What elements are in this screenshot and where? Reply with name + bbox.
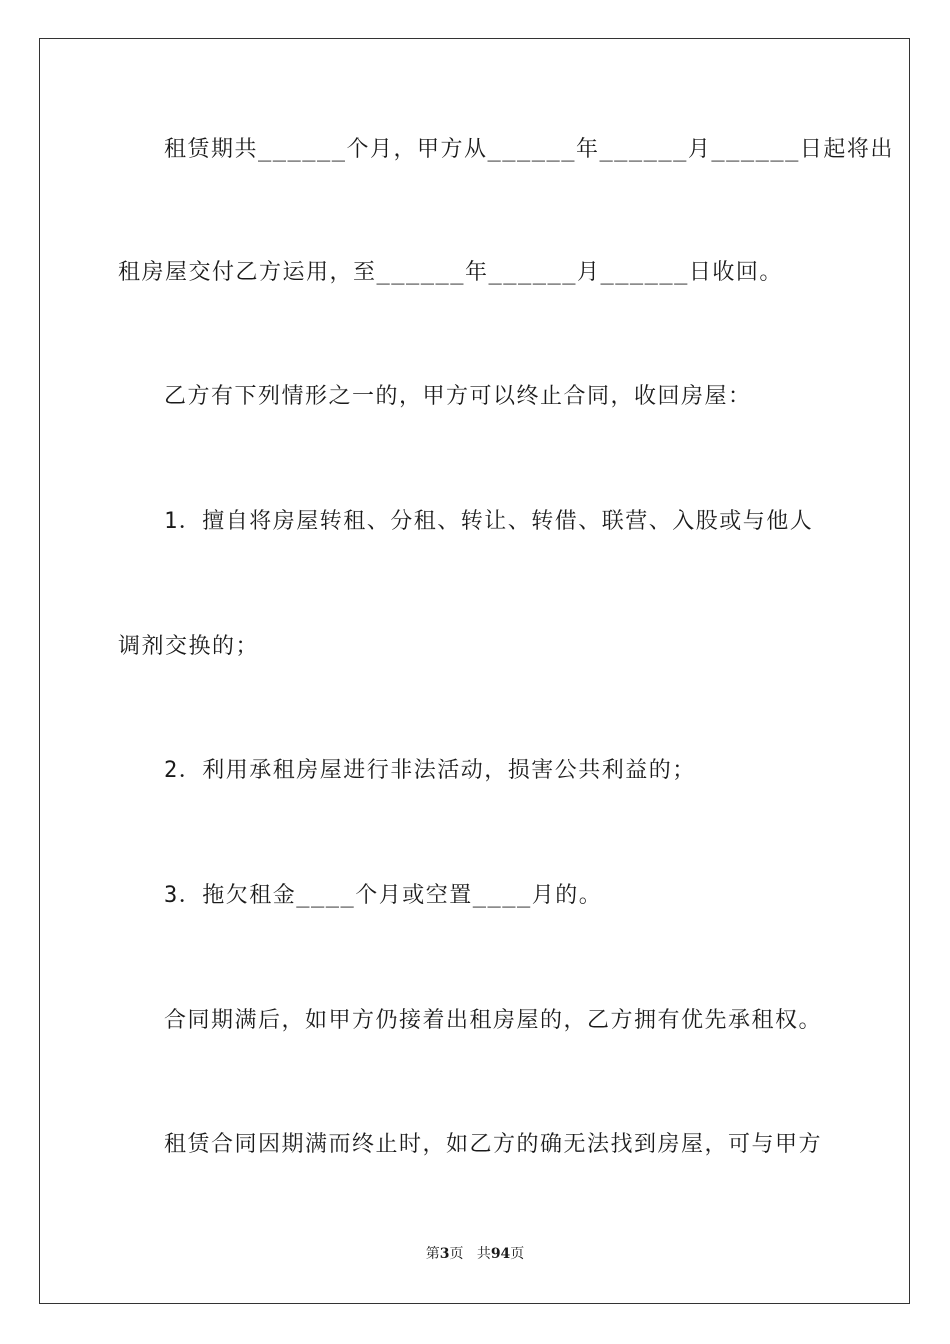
paragraph-line-item-2: 2．利用承租房屋进行非法活动，损害公共利益的； — [164, 758, 696, 783]
paragraph-line-item-1-cont: 调剂交换的； — [118, 634, 260, 659]
footer-page-prefix: 第 — [425, 1246, 440, 1262]
page-footer — [0, 1244, 950, 1264]
footer-page-total: 94 — [490, 1246, 511, 1262]
paragraph-line-item-1: 1．擅自将房屋转租、分租、转让、转借、联营、入股或与他人 — [164, 509, 814, 534]
paragraph-line-lease-return: 租房屋交付乙方运用，至______年______月______日收回。 — [118, 260, 783, 285]
paragraph-line-lease-term: 租赁期共______个月，甲方从______年______月______日起将出 — [164, 137, 894, 162]
page-frame — [39, 38, 910, 1304]
paragraph-line-renewal-priority: 合同期满后，如甲方仍接着出租房屋的，乙方拥有优先承租权。 — [164, 1008, 823, 1033]
paragraph-line-item-3: 3．拖欠租金____个月或空置____月的。 — [164, 883, 603, 908]
footer-total-suffix: 页 — [510, 1246, 525, 1262]
footer-page-current: 3 — [439, 1246, 450, 1262]
paragraph-line-termination-intro: 乙方有下列情形之一的，甲方可以终止合同，收回房屋： — [164, 384, 752, 409]
footer-total-prefix: 共 — [476, 1246, 491, 1262]
footer-page-suffix: 页 — [449, 1246, 464, 1262]
paragraph-line-expiry: 租赁合同因期满而终止时，如乙方的确无法找到房屋，可与甲方 — [164, 1132, 823, 1157]
